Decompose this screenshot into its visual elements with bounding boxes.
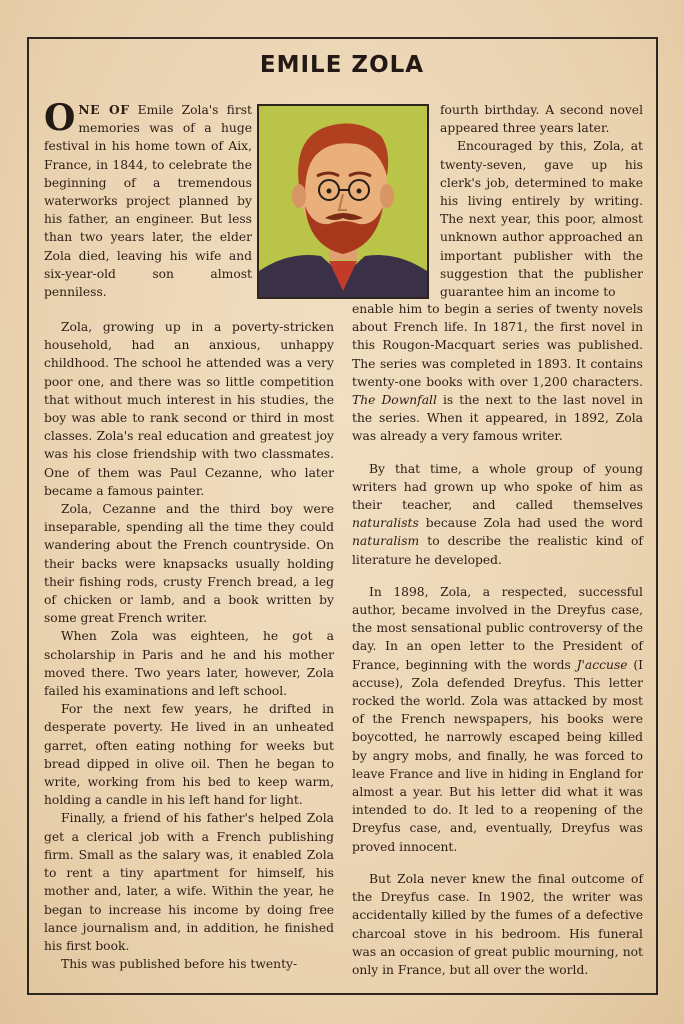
- naturalists-start: By that time, a whole group of young writers had grown up who spoke of him as their teacher, and called themselves: [352, 461, 643, 513]
- book-title-downfall: The Downfall: [352, 393, 437, 408]
- paragraph-clerical-job: Finally, a friend of his father's helped Zola get a clerical job with a French publishing firm. Small as the salary was, it enabled Zola to rent a tiny apartment for himself, his mother and, later, a wife. Within the year, he began to increase his income by doing free lance journalism and, in addition, he finished his first book.: [44, 811, 334, 953]
- drop-cap: O: [44, 97, 76, 139]
- lead-words: NE OF: [78, 102, 130, 117]
- naturalists-mid: because Zola had used the word: [418, 516, 643, 531]
- paragraph-naturalists: [352, 460, 643, 569]
- term-jaccuse: J'accuse: [576, 657, 628, 672]
- emile-zola-portrait-icon: [257, 104, 429, 299]
- paragraph-childhood: Zola, growing up in a poverty-stricken household, had an anxious, unhappy childhood. The school he attended was a very poor one, and there was so little competition that without much interest in his studies, the boy was able to rank second or third in most classes. Zola's real education and greatest joy was his close friendship with two classmates. One of them was Paul Cezanne, who later became a famous painter.: [44, 320, 334, 498]
- naturalists-end: to describe the realistic kind of literature he developed.: [352, 534, 643, 567]
- term-naturalists: naturalists: [352, 516, 419, 531]
- paragraph-friends: Zola, Cezanne and the third boy were inseparable, spending all the time they could wandering about the French countryside. On their backs were knapsacks usually holding their fishing rods, crusty French bread, a leg of chicken or lamb, and a book written by some great French writer.: [44, 502, 334, 626]
- paragraph-intro: [44, 97, 252, 301]
- series-end: is the next to the last novel in the series. When it appeared, in 1892, Zola was already a very famous writer.: [352, 393, 644, 444]
- paragraph-scholarship: When Zola was eighteen, he got a scholarship in Paris and he and his mother moved there. Two years later, however, Zola failed his examinations and left school.: [44, 629, 334, 699]
- paragraph-writing-career: Encouraged by this, Zola, at twenty-seven, gave up his clerk's job, determined to make his living entirely by writing. The next year, this poor, almost unknown author approached an important publisher with the suggestion that the publisher guarantee him an income to: [440, 139, 643, 300]
- left-column-top: [44, 97, 252, 301]
- paragraph-second-novel: fourth birthday. A second novel appeared three years later.: [440, 103, 643, 136]
- left-column-bottom: [44, 318, 334, 973]
- term-naturalism: naturalism: [352, 534, 420, 549]
- article-title: EMILE ZOLA: [259, 52, 425, 78]
- paragraph-series: [352, 300, 643, 446]
- portrait-illustration: [259, 106, 427, 297]
- right-column-bottom: [352, 300, 643, 979]
- dreyfus-start: In 1898, Zola, a respected, successful author, became involved in the Dreyfus case, the most sensational public controversy of the day. In an open letter to the President of France, beginning with the words: [352, 584, 643, 672]
- paragraph-first-book: This was published before his twenty-: [61, 957, 298, 972]
- paragraph-dreyfus: [352, 583, 643, 856]
- dreyfus-end: (I accuse), Zola defended Dreyfus. This letter rocked the world. Zola was attacked by most of the French newspapers, his books were boycotted, he narrowly escaped being killed by angry mobs, and finally, he was forced to leave France and live in hiding in England for almost a year. But his letter did what it was intended to do. It led to a reopening of the Dreyfus case, and, eventually, Dreyfus was proved innocent.: [352, 657, 643, 854]
- paragraph-poverty: For the next few years, he drifted in desperate poverty. He lived in an unheated garret, often eating nothing for weeks but bread dipped in olive oil. Then he began to write, working from his bed to keep warm, holding a candle in his left hand for light.: [44, 702, 334, 808]
- intro-text: Emile Zola's first memories was of a huge festival in his home town of Aix, France, in 1844, to celebrate the beginning of a tremendous waterworks project planned by his father, an engineer. But less than two years later, the elder Zola died, leaving his wife and six-year-old son almost penniless.: [44, 103, 252, 300]
- right-column-top: [440, 101, 643, 301]
- paragraph-death: But Zola never knew the final outcome of the Dreyfus case. In 1902, the writer was accidentally killed by the fumes of a defective charcoal stove in his bedroom. His funeral was an occasion of great public mourning, not only in France, but all over the world.: [352, 871, 643, 977]
- series-text: enable him to begin a series of twenty novels about French life. In 1871, the first novel in this Rougon-Macquart series was published. The series was completed in 1893. It contains twenty-one books with over 1,200 characters.: [352, 302, 643, 389]
